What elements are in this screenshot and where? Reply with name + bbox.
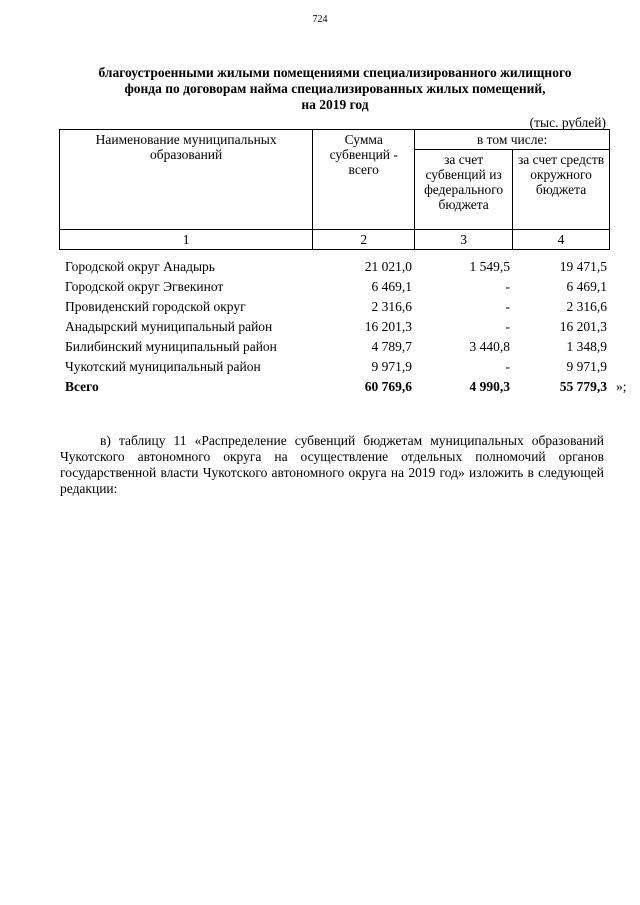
- row-sum: 6 469,1: [371, 279, 412, 294]
- row-district: 16 201,3: [559, 319, 607, 334]
- row-federal: -: [505, 319, 510, 334]
- row-name: Чукотский муниципальный район: [65, 359, 261, 374]
- closing-quote: »;: [616, 379, 627, 394]
- total-sum: 60 769,6: [364, 379, 412, 394]
- table-body: [59, 257, 610, 397]
- row-sum: 21 021,0: [364, 259, 412, 274]
- table-row: [59, 257, 610, 277]
- units-label: (тыс. рублей): [529, 115, 606, 130]
- row-name: Анадырский муниципальный район: [65, 319, 273, 334]
- body-paragraph: в) таблицу 11 «Распределение субвенций бюджетам муниципальных образований Чукотского автономного округа на осуществление отдельных полномочий органов государственной власти Чукотского автономного округа на 2019 год» изложить в следующей редакции:: [60, 433, 604, 496]
- title-line-2: фонда по договорам найма специализированных жилых помещений,: [124, 81, 546, 96]
- row-name: Городской округ Эгвекинот: [65, 279, 224, 294]
- row-federal: 1 549,5: [469, 259, 510, 274]
- table-row: [59, 317, 610, 337]
- total-row: [59, 377, 610, 397]
- row-sum: 9 971,9: [371, 359, 412, 374]
- row-district: 6 469,1: [566, 279, 607, 294]
- row-sum: 2 316,6: [371, 299, 412, 314]
- header-district: за счет средств окружного бюджета: [513, 150, 610, 230]
- row-federal: 3 440,8: [469, 339, 510, 354]
- row-federal: -: [505, 299, 510, 314]
- header-including: в том числе:: [415, 130, 610, 150]
- total-federal: 4 990,3: [469, 379, 510, 394]
- table-row: [59, 297, 610, 317]
- header-federal: за счет субвенций из федерального бюджета: [415, 150, 513, 230]
- row-district: 1 348,9: [566, 339, 607, 354]
- page-number: 724: [312, 14, 328, 25]
- title-line-3: на 2019 год: [301, 97, 369, 112]
- row-sum: 16 201,3: [364, 319, 412, 334]
- header-sum: Сумма субвенций - всего: [313, 130, 415, 230]
- table-row: [59, 337, 610, 357]
- table-row: [59, 277, 610, 297]
- row-name: Провиденский городской округ: [65, 299, 246, 314]
- column-number-1: 1: [60, 230, 313, 250]
- row-federal: -: [505, 279, 510, 294]
- row-name: Билибинский муниципальный район: [65, 339, 277, 354]
- row-federal: -: [505, 359, 510, 374]
- row-district: 2 316,6: [566, 299, 607, 314]
- header-name: Наименование муниципальных образований: [60, 130, 313, 230]
- table-title: [60, 65, 610, 113]
- total-label: Всего: [65, 379, 99, 394]
- row-sum: 4 789,7: [371, 339, 412, 354]
- column-number-3: 3: [415, 230, 513, 250]
- title-line-1: благоустроенными жилыми помещениями специализированного жилищного: [98, 65, 572, 80]
- table-row: [59, 357, 610, 377]
- column-number-4: 4: [513, 230, 610, 250]
- table-header: [59, 129, 610, 250]
- row-district: 19 471,5: [559, 259, 607, 274]
- row-district: 9 971,9: [566, 359, 607, 374]
- column-number-2: 2: [313, 230, 415, 250]
- row-name: Городской округ Анадырь: [65, 259, 215, 274]
- total-district: 55 779,3: [559, 379, 607, 394]
